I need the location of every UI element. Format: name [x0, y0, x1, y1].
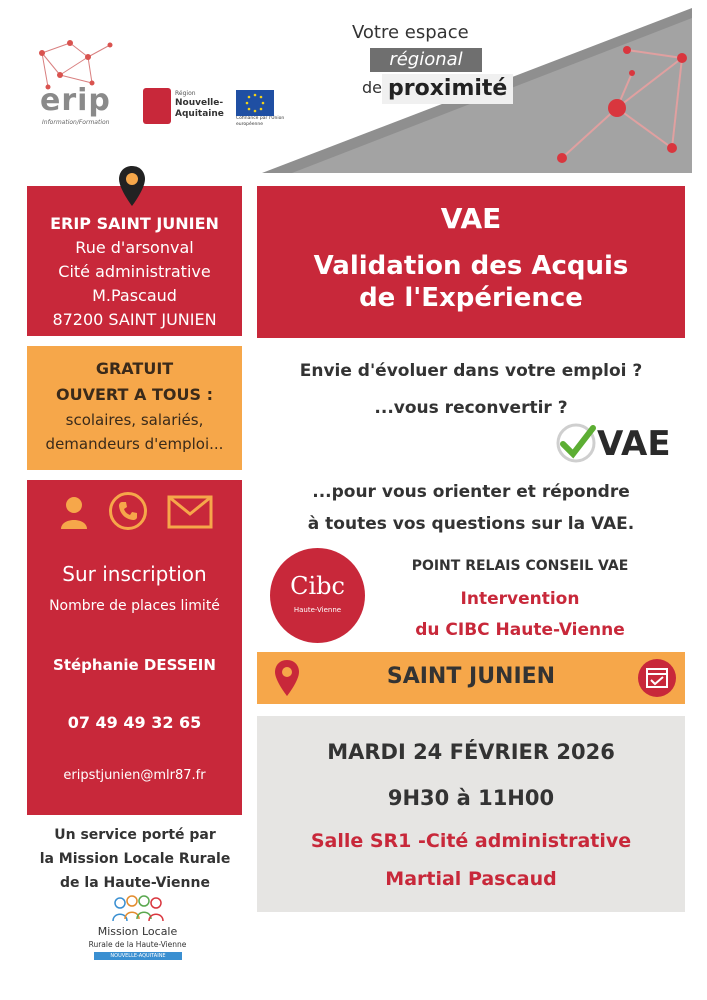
point-relais-label: POINT RELAIS CONSEIL VAE	[411, 558, 629, 574]
contact-name: Stéphanie DESSEIN	[53, 656, 216, 674]
checkmark-icon	[553, 420, 599, 466]
ouvert-label: OUVERT A TOUS :	[56, 385, 213, 404]
espace-line3: de	[362, 78, 382, 97]
service-line3: de la Haute-Vienne	[60, 875, 210, 891]
ml-logo-region: NOUVELLE-AQUITAINE	[94, 952, 182, 960]
gratuit-label: GRATUIT	[95, 359, 174, 378]
phone-number[interactable]: 07 49 49 32 65	[67, 713, 202, 732]
question-3: ...pour vous orienter et répondre	[312, 482, 630, 502]
event-room: Salle SR1 -Cité administrative	[310, 830, 632, 852]
people-group-icon	[110, 895, 170, 923]
address-street: Rue d'arsonval	[75, 238, 194, 257]
ml-logo-name: Mission Locale	[97, 925, 178, 938]
cibc-logo-text: Cibc	[290, 572, 345, 600]
gratuit-card	[27, 346, 242, 470]
region-small-label: Région	[175, 90, 196, 97]
audience-line2: demandeurs d'emploi...	[45, 435, 224, 453]
location-pin-icon	[117, 164, 147, 212]
region-name: Nouvelle-Aquitaine	[175, 98, 224, 119]
vae-badge-text: VAE	[597, 424, 671, 464]
region-logo	[143, 88, 228, 130]
espace-regional-banner	[262, 8, 692, 173]
address-building: Cité administrative	[58, 262, 211, 281]
address-city: 87200 SAINT JUNIEN	[52, 310, 217, 329]
inscription-label: Sur inscription	[62, 562, 207, 586]
location-label: SAINT JUNIEN	[386, 664, 556, 689]
event-time: 9H30 à 11H00	[387, 786, 555, 810]
vae-subtitle-line1: Validation des Acquis	[313, 251, 629, 281]
ml-logo-sub: Rurale de la Haute-Vienne	[88, 940, 187, 949]
person-icon	[59, 495, 89, 535]
question-2: ...vous reconvertir ?	[374, 398, 568, 418]
erip-wordmark: erip	[40, 83, 111, 118]
event-date: MARDI 24 FÉVRIER 2026	[327, 740, 615, 764]
vae-subtitle-line2: de l'Expérience	[359, 283, 583, 313]
phone-icon	[109, 492, 147, 530]
espace-line4: proximité	[382, 74, 513, 104]
calendar-icon	[637, 658, 677, 702]
contact-card	[27, 480, 242, 815]
audience-line1: scolaires, salariés,	[65, 411, 204, 429]
vae-check-badge	[553, 420, 671, 468]
cibc-logo	[270, 548, 365, 643]
question-1: Envie d'évoluer dans votre emploi ?	[299, 361, 643, 381]
region-emblem-icon	[143, 88, 171, 124]
address-title: ERIP SAINT JUNIEN	[50, 214, 219, 233]
espace-line2: régional	[370, 48, 482, 72]
erip-logo	[30, 35, 140, 130]
service-line1: Un service porté par	[54, 827, 216, 843]
service-line2: la Mission Locale Rurale	[39, 851, 231, 867]
vae-title-card	[257, 186, 685, 338]
espace-line1: Votre espace	[352, 22, 469, 43]
cibc-name-label: du CIBC Haute-Vienne	[415, 620, 625, 640]
question-4: à toutes vos questions sur la VAE.	[307, 514, 635, 534]
location-bar	[257, 652, 685, 704]
mail-icon	[167, 495, 213, 533]
places-label: Nombre de places limité	[49, 598, 220, 614]
eu-caption: Cofinancé par l'Union européenne	[236, 116, 285, 127]
intervention-label: Intervention	[460, 589, 580, 609]
service-footer	[20, 823, 250, 895]
event-building: Martial Pascaud	[385, 868, 557, 890]
mission-locale-logo	[80, 895, 195, 970]
cibc-logo-sub: Haute-Vienne	[293, 606, 342, 614]
event-details-card	[257, 716, 685, 912]
erip-tagline: Information/Formation	[42, 119, 110, 126]
email-link[interactable]: eripstjunien@mlr87.fr	[63, 768, 206, 783]
address-contact: M.Pascaud	[92, 286, 177, 305]
vae-title: VAE	[440, 202, 502, 235]
